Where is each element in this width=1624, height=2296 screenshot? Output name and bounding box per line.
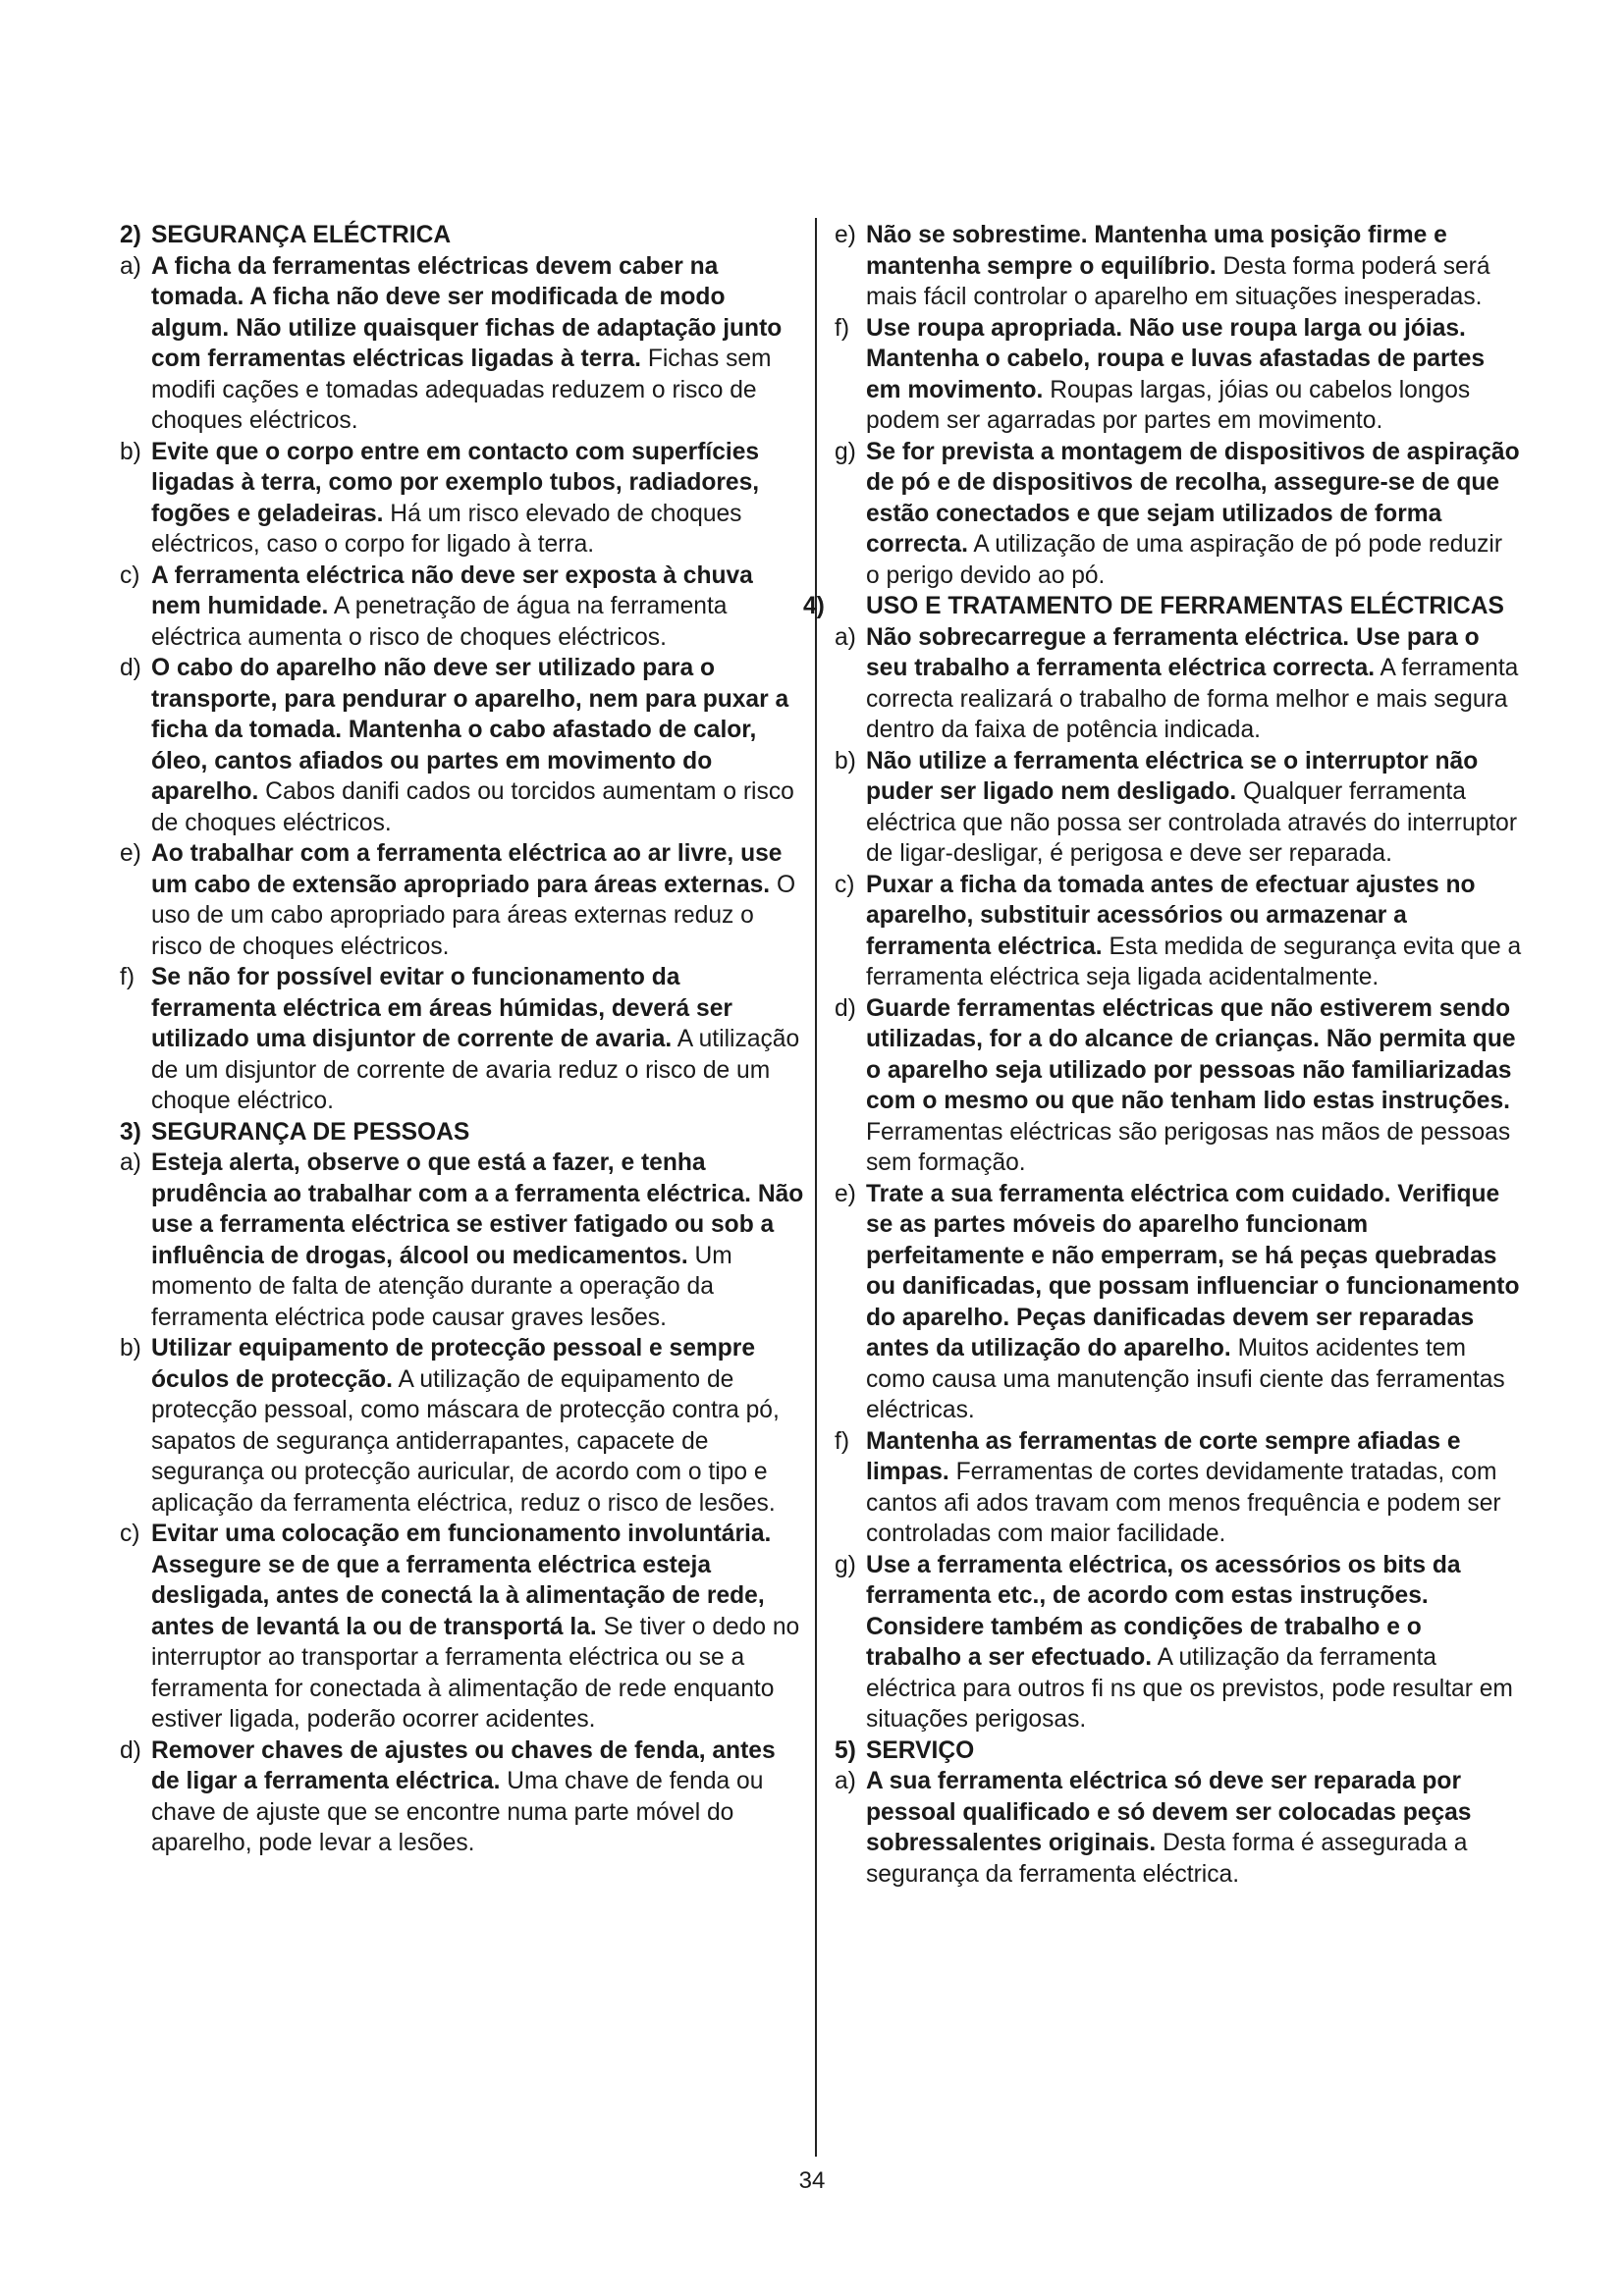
list-item — [835, 1766, 1522, 1890]
item-label: e) — [835, 1180, 856, 1207]
item-normal-text: Fichas sem modifi cações e tomadas adequadas reduzem o risco de choques eléctricos. — [151, 346, 772, 434]
item-label: c) — [120, 561, 140, 589]
item-text — [866, 746, 1522, 870]
item-normal-text: Qualquer ferramenta eléctrica que não possa ser controlada através do interruptor de ligar-desligar, é perigosa e deve ser reparada. — [866, 778, 1518, 867]
item-bold-text: Utilizar equipamento de protecção pessoal e sempre óculos de protecção. — [151, 1335, 756, 1393]
list-item — [120, 1519, 807, 1735]
item-bold-text: Se for prevista a montagem de dispositivos de aspiração de pó e de dispositivos de recolha, assegure-se de que estão conectados e que sejam utilizados de forma correcta. — [866, 438, 1520, 558]
item-label: a) — [835, 1768, 856, 1794]
list-item — [835, 1550, 1522, 1735]
item-bold-text: Remover chaves de ajustes ou chaves de fenda, antes de ligar a ferramenta eléctrica. — [151, 1736, 776, 1794]
item-text — [866, 1179, 1522, 1426]
list-item — [835, 313, 1522, 437]
list-item — [120, 838, 807, 962]
list-item — [835, 870, 1522, 993]
list-item — [120, 561, 807, 654]
item-bold-text: Puxar a ficha da tomada antes de efectuar ajustes no aparelho, substituir acessórios ou armazenar a ferramenta eléctrica. — [866, 871, 1476, 960]
item-bold-text: A ficha da ferramentas eléctricas devem caber na tomada. A ficha não deve ser modificada de modo algum. Não utilize quaisquer fichas de adaptação junto com ferramentas eléctricas ligadas à terra. — [151, 252, 783, 372]
item-label: d) — [120, 1736, 141, 1764]
column-divider — [815, 218, 817, 2157]
item-label: a) — [835, 623, 856, 651]
item-label: d) — [120, 655, 141, 681]
item-text — [866, 220, 1522, 313]
item-bold-text: A ferramenta eléctrica não deve ser exposta à chuva nem humidade. — [151, 561, 753, 619]
item-label: f) — [120, 964, 135, 990]
list-item — [835, 437, 1522, 592]
item-text — [151, 1735, 807, 1859]
section-heading — [835, 1735, 1522, 1767]
section-title: SERVIÇO — [866, 1736, 975, 1764]
item-normal-text: A penetração de água na ferramenta eléctrica aumenta o risco de choques eléctricos. — [151, 593, 728, 651]
item-label: c) — [835, 871, 855, 898]
item-bold-text: Guarde ferramentas eléctricas que não estiverem sendo utilizadas, for a do alcance de crianças. Não permita que o aparelho seja utilizado por pessoas não familiarizadas com o mesmo ou que não tenham lido estas instruções. — [866, 994, 1516, 1114]
list-item — [120, 1333, 807, 1519]
item-label: e) — [120, 840, 141, 867]
right-column — [803, 220, 1522, 1890]
item-text — [151, 561, 807, 654]
item-normal-text: Uma chave de fenda ou chave de ajuste que se encontre numa parte móvel do aparelho, pode levar a lesões. — [151, 1768, 764, 1856]
section-number: 3) — [120, 1118, 141, 1146]
item-bold-text: Não utilize a ferramenta eléctrica se o interruptor não puder ser ligado nem desligado. — [866, 747, 1479, 805]
item-bold-text: O cabo do aparelho não deve ser utilizado para o transporte, para pendurar o aparelho, nem para puxar a ficha da tomada. Mantenha o cabo afastado de calor, óleo, cantos afiados ou partes em movimento do aparelho. — [151, 655, 789, 805]
item-label: f) — [835, 1427, 850, 1455]
list-item — [120, 437, 807, 561]
item-text — [151, 1148, 807, 1333]
item-bold-text: Mantenha as ferramentas de corte sempre afiadas e limpas. — [866, 1427, 1461, 1485]
list-item — [120, 962, 807, 1117]
item-normal-text: A utilização de equipamento de protecção pessoal, como máscara de protecção contra pó, sapatos de segurança antiderrapantes, capacete de segurança ou protecção auricular, de acordo com o tipo e aplicação da ferramenta eléctrica, reduz o risco de lesões. — [151, 1365, 780, 1517]
item-normal-text: O uso de um cabo apropriado para áreas externas reduz o risco de choques eléctricos. — [151, 871, 796, 960]
item-text — [866, 1550, 1522, 1735]
item-text — [866, 1426, 1522, 1550]
section-heading — [120, 1117, 807, 1148]
list-item — [835, 1426, 1522, 1550]
section-number: 2) — [120, 222, 141, 248]
item-text — [866, 993, 1522, 1179]
item-text — [151, 1519, 807, 1735]
list-item — [835, 993, 1522, 1179]
section-title: SEGURANÇA DE PESSOAS — [151, 1118, 470, 1146]
item-text — [151, 653, 807, 838]
item-normal-text: A utilização de um disjuntor de corrente de avaria reduz o risco de um choque eléctrico. — [151, 1026, 800, 1114]
item-normal-text: Se tiver o dedo no interruptor ao transportar a ferramenta eléctrica ou se a ferramenta for conectada à alimentação de rede enquanto estiver ligada, poderão ocorrer acidentes. — [151, 1613, 800, 1733]
item-text — [866, 622, 1522, 746]
item-normal-text: Ferramentas eléctricas são perigosas nas mãos de pessoas sem formação. — [866, 1118, 1511, 1176]
item-bold-text: Use a ferramenta eléctrica, os acessórios os bits da ferramenta etc., de acordo com estas instruções. Considere também as condições de trabalho e o trabalho a ser efectuado. — [866, 1551, 1461, 1671]
item-label: f) — [835, 314, 850, 342]
item-normal-text: Esta medida de segurança evita que a ferramenta eléctrica seja ligada acidentalmente. — [866, 933, 1522, 990]
section-title: SEGURANÇA ELÉCTRICA — [151, 222, 452, 248]
item-text — [151, 1333, 807, 1519]
item-text — [151, 437, 807, 561]
item-label: b) — [835, 747, 856, 774]
list-item — [835, 746, 1522, 870]
left-column — [120, 220, 807, 1859]
item-label: d) — [835, 994, 856, 1022]
list-item — [120, 1735, 807, 1859]
item-normal-text: Muitos acidentes tem como causa uma manutenção insufi ciente das ferramentas eléctricas. — [866, 1335, 1505, 1423]
item-label: g) — [835, 438, 856, 465]
item-normal-text: Um momento de falta de atenção durante a operação da ferramenta eléctrica pode causar graves lesões. — [151, 1242, 732, 1331]
item-label: a) — [120, 252, 141, 280]
item-text — [866, 870, 1522, 993]
section-heading — [803, 591, 1522, 622]
item-text — [151, 962, 807, 1117]
section-number: 5) — [835, 1736, 856, 1764]
item-text — [866, 313, 1522, 437]
item-bold-text: Ao trabalhar com a ferramenta eléctrica ao ar livre, use um cabo de extensão apropriado para áreas externas. — [151, 840, 783, 898]
item-label: a) — [120, 1149, 141, 1176]
item-text — [151, 251, 807, 437]
item-text — [151, 838, 807, 962]
item-bold-text: Evite que o corpo entre em contacto com superfícies ligadas à terra, como por exemplo tubos, radiadores, fogões e geladeiras. — [151, 438, 760, 527]
page-number: 34 — [798, 2167, 826, 2194]
item-label: c) — [120, 1521, 140, 1547]
item-normal-text: Desta forma é assegurada a segurança da ferramenta eléctrica. — [866, 1830, 1468, 1888]
list-item — [835, 220, 1522, 313]
item-bold-text: A sua ferramenta eléctrica só deve ser reparada por pessoal qualificado e só devem ser colocadas peças sobressalentes originais. — [866, 1768, 1472, 1856]
list-item — [835, 1179, 1522, 1426]
item-normal-text: Desta forma poderá será mais fácil controlar o aparelho em situações inesperadas. — [866, 252, 1490, 310]
item-bold-text: Trate a sua ferramenta eléctrica com cuidado. Verifique se as partes móveis do aparelho funcionam perfeitamente e não emperram, se há peças quebradas ou danificadas, que possam influenciar o funcionamento do aparelho. Peças danificadas devem ser reparadas antes da utilização do aparelho. — [866, 1180, 1520, 1362]
item-normal-text: Ferramentas de cortes devidamente tratadas, com cantos afi ados travam com menos frequência e podem ser controladas com maior facilidade. — [866, 1459, 1501, 1547]
item-label: b) — [120, 1335, 141, 1362]
item-normal-text: Cabos danifi cados ou torcidos aumentam o risco de choques eléctricos. — [151, 778, 794, 836]
list-item — [835, 622, 1522, 746]
item-text — [866, 1766, 1522, 1890]
item-bold-text: Esteja alerta, observe o que está a fazer, e tenha prudência ao trabalhar com a a ferramenta eléctrica. Não use a ferramenta eléctrica se estiver fatigado ou sob a influência de drogas, álcool ou medicamentos. — [151, 1149, 804, 1269]
section-heading — [120, 220, 807, 251]
list-item — [120, 1148, 807, 1333]
item-normal-text: A ferramenta correcta realizará o trabalho de forma melhor e mais segura dentro da faixa de potência indicada. — [866, 655, 1519, 743]
item-bold-text: Use roupa apropriada. Não use roupa larga ou jóias. Mantenha o cabelo, roupa e luvas afastadas de partes em movimento. — [866, 314, 1486, 403]
item-label: e) — [835, 222, 856, 248]
item-label: b) — [120, 438, 141, 465]
item-bold-text: Não sobrecarregue a ferramenta eléctrica. Use para o seu trabalho a ferramenta eléctrica correcta. — [866, 623, 1480, 681]
item-label: g) — [835, 1551, 856, 1578]
list-item — [120, 251, 807, 437]
item-bold-text: Não se sobrestime. Mantenha uma posição firme e mantenha sempre o equilíbrio. — [866, 222, 1447, 280]
item-normal-text: A utilização da ferramenta eléctrica para outros fi ns que os previstos, pode resultar em situações perigosas. — [866, 1644, 1513, 1733]
item-normal-text: A utilização de uma aspiração de pó pode reduzir o perigo devido ao pó. — [866, 531, 1503, 589]
section-number: 4) — [803, 593, 825, 619]
item-normal-text: Há um risco elevado de choques eléctricos, caso o corpo for ligado à terra. — [151, 500, 742, 558]
item-bold-text: Se não for possível evitar o funcionamento da ferramenta eléctrica em áreas húmidas, deverá ser utilizado uma disjuntor de corrente de avaria. — [151, 964, 732, 1052]
item-bold-text: Evitar uma colocação em funcionamento involuntária. Assegure se de que a ferramenta eléctrica esteja desligada, antes de conectá la à alimentação de rede, antes de levantá la ou de transportá la. — [151, 1521, 772, 1640]
item-text — [866, 437, 1522, 592]
list-item — [120, 653, 807, 838]
item-normal-text: Roupas largas, jóias ou cabelos longos podem ser agarradas por partes em movimento. — [866, 376, 1471, 434]
section-title: USO E TRATAMENTO DE FERRAMENTAS ELÉCTRICAS — [866, 593, 1504, 619]
